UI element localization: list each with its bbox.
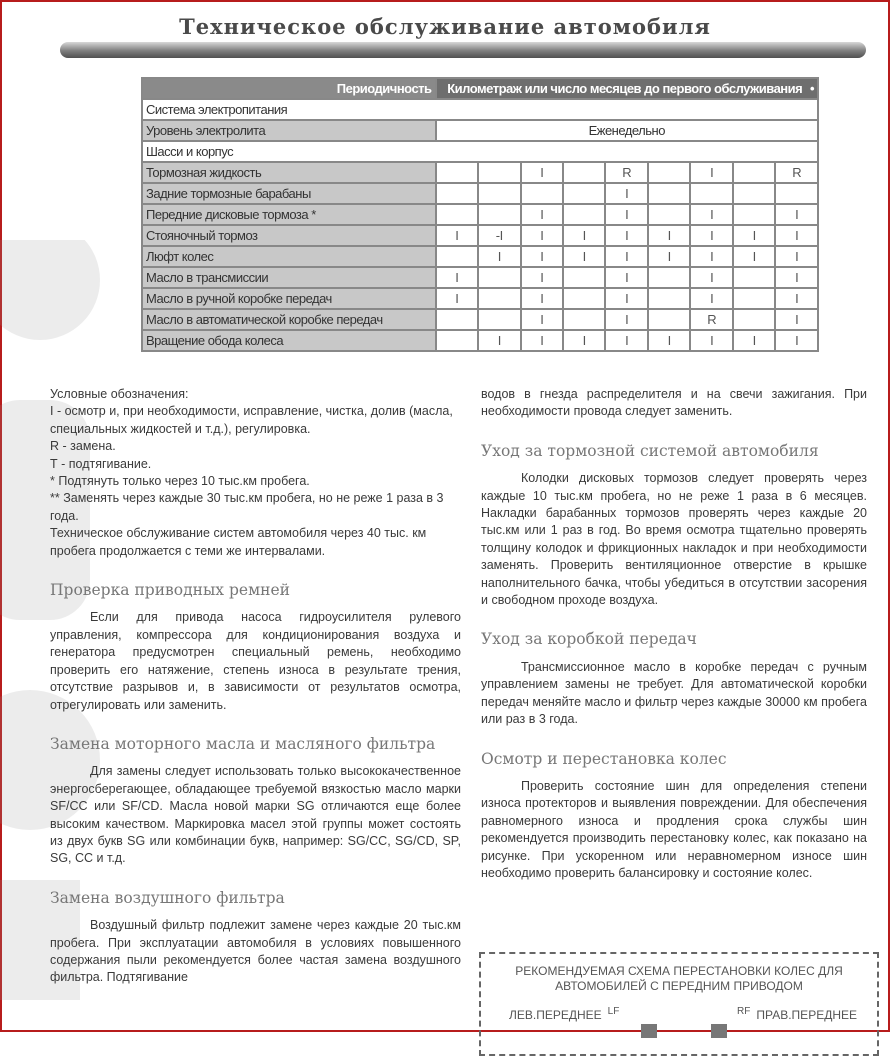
table-cell: I bbox=[437, 268, 477, 287]
right-front-text: ПРАВ.ПЕРЕДНЕЕ bbox=[756, 1008, 857, 1022]
table-row bbox=[143, 142, 817, 161]
title-underline-bar bbox=[60, 42, 866, 58]
table-cell: R bbox=[606, 163, 646, 182]
row-label: Стояночный тормоз bbox=[143, 226, 435, 245]
table-cell bbox=[437, 163, 477, 182]
table-cell: I bbox=[564, 247, 604, 266]
legend-line: * Подтянуть только через 10 тыс.км пробега. bbox=[50, 474, 310, 489]
table-cell bbox=[734, 163, 774, 182]
table-cell: I bbox=[522, 268, 562, 287]
table-cell: I bbox=[776, 268, 817, 287]
table-cell bbox=[437, 331, 477, 350]
table-cell: I bbox=[479, 331, 519, 350]
tire-icon bbox=[641, 1024, 657, 1038]
table-row bbox=[143, 247, 817, 266]
table-cell: I bbox=[734, 331, 774, 350]
section-heading: Уход за тормозной системой автомобиля bbox=[481, 441, 819, 460]
table-cell bbox=[522, 184, 562, 203]
table-cell: I bbox=[649, 331, 689, 350]
table-cell bbox=[734, 289, 774, 308]
paragraph: Воздушный фильтр подлежит замене через каждые 20 тыс.км пробега. При эксплуатации автомобиля в условиях повышенного содержания пыли рекомендуется более частая замена воздушного фильтра. Подтягивание bbox=[50, 918, 461, 985]
row-label: Вращение обода колеса bbox=[143, 331, 435, 350]
page-title: Техническое обслуживание автомобиля bbox=[179, 14, 711, 39]
table-row bbox=[143, 268, 817, 287]
table-cell: I bbox=[606, 205, 646, 224]
section-heading: Замена воздушного фильтра bbox=[50, 888, 285, 907]
table-cell bbox=[734, 310, 774, 329]
table-cell: I bbox=[606, 331, 646, 350]
legend-line: Т - подтягивание. bbox=[50, 456, 152, 471]
table-cell: I bbox=[522, 163, 562, 182]
table-cell: I bbox=[734, 226, 774, 245]
table-cell: I bbox=[522, 289, 562, 308]
table-cell: I bbox=[649, 247, 689, 266]
table-cell: I bbox=[606, 289, 646, 308]
table-cell: I bbox=[776, 289, 817, 308]
table-cell: I bbox=[776, 247, 817, 266]
table-cell: R bbox=[691, 310, 731, 329]
header-mark: • bbox=[809, 81, 814, 96]
table-cell bbox=[479, 268, 519, 287]
table-cell: I bbox=[691, 331, 731, 350]
legend-line: Условные обозначения: bbox=[50, 387, 189, 401]
row-label: Тормозная жидкость bbox=[143, 163, 435, 182]
table-row bbox=[143, 163, 817, 182]
table-cell bbox=[564, 205, 604, 224]
table-cell: I bbox=[776, 331, 817, 350]
table-cell: I bbox=[437, 289, 477, 308]
table-cell bbox=[479, 310, 519, 329]
table-cell bbox=[776, 184, 817, 203]
paragraph: водов в гнезда распределителя и на свечи зажигания. При необходимости провода следует заменить. bbox=[481, 387, 867, 419]
row-value: Еженедельно bbox=[437, 121, 817, 140]
legend-line: Техническое обслуживание систем автомобиля через 40 тыс. км пробега продолжается с теми же интервалами. bbox=[50, 526, 427, 558]
right-column bbox=[481, 386, 867, 882]
legend-line: I - осмотр и, при необходимости, исправление, чистка, долив (масла, специальных жидкостей и т.д.), регулировка. bbox=[50, 404, 453, 436]
table-cell bbox=[479, 163, 519, 182]
legend bbox=[50, 386, 461, 560]
paragraph: Если для привода насоса гидроусилителя рулевого управления, компрессора для кондиционирования воздуха и генератора предусмотрен специальный ремень, необходимо проверить его натяжение, степень износа в результате трения, отсутствие разрывов и, в зависимости от результатов осмотра, отрегулировать или заменить. bbox=[50, 610, 461, 712]
left-front-text: ЛЕВ.ПЕРЕДНЕЕ bbox=[509, 1008, 602, 1022]
header-mileage bbox=[437, 79, 817, 98]
diagram-title: АВТОМОБИЛЕЙ С ПЕРЕДНИМ ПРИВОДОМ bbox=[555, 979, 803, 993]
row-label: Масло в ручной коробке передач bbox=[143, 289, 435, 308]
table-cell bbox=[734, 184, 774, 203]
table-cell bbox=[437, 247, 477, 266]
table-cell: I bbox=[691, 163, 731, 182]
table-cell: I bbox=[734, 247, 774, 266]
table-cell: I bbox=[522, 205, 562, 224]
table-row bbox=[143, 205, 817, 224]
section-heading: Замена моторного масла и масляного фильтра bbox=[50, 734, 436, 753]
row-label: Масло в трансмиссии bbox=[143, 268, 435, 287]
table-cell: I bbox=[691, 226, 731, 245]
table-cell bbox=[564, 310, 604, 329]
table-row bbox=[143, 121, 817, 140]
table-cell: R bbox=[776, 163, 817, 182]
table-cell: I bbox=[691, 205, 731, 224]
table-header-row bbox=[143, 79, 817, 98]
table-cell: I bbox=[691, 289, 731, 308]
table-cell: I bbox=[522, 226, 562, 245]
table-row bbox=[143, 226, 817, 245]
table-row bbox=[143, 310, 817, 329]
left-column bbox=[50, 386, 461, 987]
table-cell: I bbox=[479, 247, 519, 266]
table-cell: I bbox=[691, 247, 731, 266]
paragraph: Для замены следует использовать только высококачественное энергосберегающее, обладающее требуемой вязкостью масло марки SF/CC или SF/CD. Масла новой марки SG отличаются еще более высоким качеством. Маркировка масел этой группы может состоять из двух букв SG или комбинации букв, например: SG/CC, SG/CD, SP, SG, CC и т.д. bbox=[50, 764, 461, 866]
row-label: Масло в автоматической коробке передач bbox=[143, 310, 435, 329]
row-label: Передние дисковые тормоза * bbox=[143, 205, 435, 224]
table-cell bbox=[437, 310, 477, 329]
table-cell: I bbox=[691, 268, 731, 287]
lf-code: LF bbox=[607, 1006, 620, 1017]
left-front-label bbox=[509, 1006, 619, 1022]
table-row bbox=[143, 184, 817, 203]
table-cell: I bbox=[606, 226, 646, 245]
table-cell bbox=[479, 184, 519, 203]
maintenance-table bbox=[141, 77, 819, 352]
diagram-title: РЕКОМЕНДУЕМАЯ СХЕМА ПЕРЕСТАНОВКИ КОЛЕС ДЛЯ bbox=[515, 964, 843, 978]
table-cell: I bbox=[776, 310, 817, 329]
table-cell: I bbox=[606, 268, 646, 287]
table-cell bbox=[734, 205, 774, 224]
section-heading: Уход за коробкой передач bbox=[481, 630, 697, 649]
table-cell: I bbox=[522, 247, 562, 266]
section-heading: Осмотр и перестановка колес bbox=[481, 749, 727, 768]
rf-code: RF bbox=[737, 1006, 751, 1017]
table-cell bbox=[564, 289, 604, 308]
table-cell: I bbox=[776, 205, 817, 224]
section-label: Шасси и корпус bbox=[143, 142, 817, 161]
row-label: Задние тормозные барабаны bbox=[143, 184, 435, 203]
table-row bbox=[143, 289, 817, 308]
tire-icon bbox=[711, 1024, 727, 1038]
row-label: Уровень электролита bbox=[143, 121, 435, 140]
paragraph: Проверить состояние шин для определения степени износа протекторов и выявления повреждении. Для обеспечения равномерного износа и продления срока службы шин рекомендуется производить перестановку колес, как показано на рисунке. При ускоренном или неравномерном износе шин необходимо проверить балансировку и состояние колес. bbox=[481, 778, 867, 880]
table-cell: -I bbox=[479, 226, 519, 245]
table-cell bbox=[437, 184, 477, 203]
table-cell bbox=[649, 163, 689, 182]
table-cell bbox=[564, 163, 604, 182]
legend-line: ** Заменять через каждые 30 тыс.км пробега, но не реже 1 раза в 3 года. bbox=[50, 491, 444, 523]
table-cell bbox=[479, 205, 519, 224]
table-cell: I bbox=[649, 226, 689, 245]
row-label: Люфт колес bbox=[143, 247, 435, 266]
table-cell bbox=[649, 205, 689, 224]
table-cell: I bbox=[437, 226, 477, 245]
table-cell: I bbox=[776, 226, 817, 245]
section-heading: Проверка приводных ремней bbox=[50, 581, 290, 600]
tire-rotation-diagram bbox=[479, 952, 879, 1056]
section-label: Система электропитания bbox=[143, 100, 817, 119]
table-cell bbox=[649, 310, 689, 329]
table-cell: I bbox=[522, 310, 562, 329]
table-cell: I bbox=[606, 310, 646, 329]
paragraph: Колодки дисковых тормозов следует проверять через каждые 10 тыс.км пробега, но не реже 1 раза в 6 месяцев. Накладки барабанных тормозов проверять через каждые 20 тыс.км или 1 раз в год. Во время осмотра тщательно проверять толщину колодок и фрикционных накладок и при необходимости заменять. Проверить вентиляционное отверстие в крышке наполнительного бачка, чтобы убедиться в отсутствии засорения и свободном проходе воздуха. bbox=[481, 471, 867, 608]
table-cell bbox=[649, 268, 689, 287]
table-cell: I bbox=[606, 247, 646, 266]
header-mileage-text: Километраж или число месяцев до первого обслуживания bbox=[447, 81, 803, 96]
table-cell: I bbox=[564, 226, 604, 245]
paragraph: Трансмиссионное масло в коробке передач с ручным управлением замены не требует. Для автоматической коробки передач меняйте масло и фильтр через каждые 30000 км пробега или раз в 3 года. bbox=[481, 659, 867, 727]
table-cell: I bbox=[606, 184, 646, 203]
table-row bbox=[143, 331, 817, 350]
table-row bbox=[143, 100, 817, 119]
header-period: Периодичность bbox=[143, 79, 435, 98]
table-cell: I bbox=[564, 331, 604, 350]
table-cell bbox=[691, 184, 731, 203]
table-cell bbox=[734, 268, 774, 287]
table-cell bbox=[564, 268, 604, 287]
table-cell bbox=[649, 289, 689, 308]
table-cell bbox=[437, 205, 477, 224]
table-cell bbox=[479, 289, 519, 308]
legend-line: R - замена. bbox=[50, 439, 116, 454]
table-cell bbox=[564, 184, 604, 203]
table-cell: I bbox=[522, 331, 562, 350]
table-cell bbox=[649, 184, 689, 203]
right-front-label bbox=[737, 1006, 857, 1022]
